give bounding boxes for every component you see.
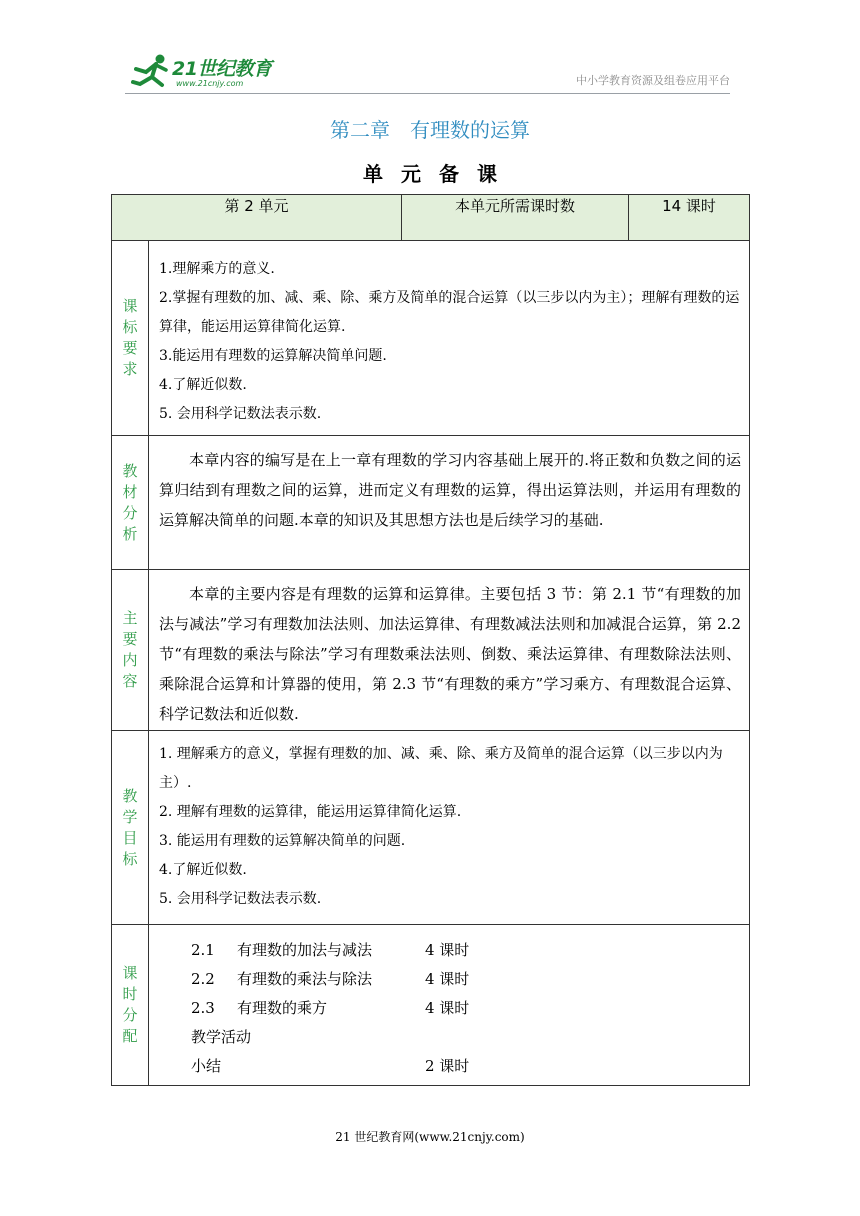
section-name: 有理数的乘法与除法 — [237, 970, 373, 988]
analysis-label: 教材分析 — [122, 461, 138, 543]
section-number: 2.3 — [191, 999, 215, 1017]
section-hours: 4 课时 — [425, 941, 470, 959]
analysis-content-cell — [149, 436, 750, 570]
table-header-row — [112, 195, 750, 241]
content-content-cell — [149, 570, 750, 731]
unit-number-cell: 第 2 单元 — [112, 195, 402, 241]
goal-item: 2. 理解有理数的运算律，能运用运算律简化运算. — [159, 804, 462, 820]
curriculum-item: 5. 会用科学记数法表示数. — [159, 406, 322, 422]
schedule-label: 课时分配 — [122, 964, 138, 1045]
goal-item: 5. 会用科学记数法表示数. — [159, 891, 322, 907]
page-footer: 21 世纪教育网(www.21cnjy.com) — [335, 1130, 525, 1144]
goals-content-cell — [149, 731, 750, 925]
curriculum-label-cell — [112, 241, 149, 436]
content-label: 主要内容 — [122, 609, 138, 690]
curriculum-item: 1.理解乘方的意义. — [159, 261, 275, 277]
goals-label-cell — [112, 731, 149, 925]
schedule-label-cell — [112, 925, 149, 1086]
content-text: 本章的主要内容是有理数的运算和运算律。主要包括 3 节：第 2.1 节“有理数的加法与减法”学习有理数加法法则、加法运算律、有理数减法法则和加减混合运算，第 2.2 节“有理数的乘法与除法”学习有理数乘法法则、倒数、乘法运算律、有理数除法法则、乘除混合运算和计算器的使用，第 2.3 节“有理数的乘方”学习乘方、有理数混合运算、科学记数法和近似数. — [159, 585, 741, 723]
goal-item: 1. 理解乘方的意义，掌握有理数的加、减、乘、除、乘方及简单的混合运算（以三步以内为主）. — [159, 746, 723, 791]
curriculum-item: 4.了解近似数. — [159, 377, 247, 393]
schedule-item — [191, 1023, 749, 1052]
analysis-text: 本章内容的编写是在上一章有理数的学习内容基础上展开的.将正数和负数之间的运算归结到有理数之间的运算，进而定义有理数的运算，得出运算法则，并运用有理数的运算解决简单的问题.本章的知识及其思想方法也是后续学习的基础. — [159, 451, 741, 529]
goal-item: 4.了解近似数. — [159, 862, 247, 878]
brand-logo[interactable] — [130, 52, 290, 94]
section-hours: 4 课时 — [425, 970, 470, 988]
unit-plan-table — [111, 194, 750, 1086]
hours-label-cell: 本单元所需课时数 — [402, 195, 629, 241]
schedule-item — [191, 1052, 749, 1081]
page-header — [125, 48, 730, 98]
runner-logo-icon — [130, 52, 174, 92]
schedule-item — [191, 936, 749, 965]
section-number: 2.1 — [191, 941, 215, 959]
platform-tagline: 中小学教育资源及组卷应用平台 — [576, 74, 730, 87]
section-name: 小结 — [191, 1057, 222, 1075]
goals-row — [112, 731, 750, 925]
analysis-label-cell — [112, 436, 149, 570]
content-row — [112, 570, 750, 731]
schedule-content-cell — [149, 925, 750, 1086]
section-name: 有理数的加法与减法 — [237, 941, 373, 959]
curriculum-item: 2.掌握有理数的加、减、乘、除、乘方及简单的混合运算（以三步以内为主）；理解有理数的运算律，能运用运算律简化运算. — [159, 290, 740, 335]
goal-item: 3. 能运用有理数的运算解决简单的问题. — [159, 833, 406, 849]
schedule-item — [191, 994, 749, 1023]
content-label-cell — [112, 570, 149, 731]
schedule-item — [191, 965, 749, 994]
analysis-row — [112, 436, 750, 570]
schedule-row — [112, 925, 750, 1086]
section-hours: 4 课时 — [425, 999, 470, 1017]
section-hours: 2 课时 — [425, 1057, 470, 1075]
logo-text: 21世纪教育 — [172, 58, 272, 80]
chapter-title: 第二章 有理数的运算 — [330, 118, 530, 142]
curriculum-content-cell — [149, 241, 750, 436]
hours-value-cell: 14 课时 — [629, 195, 750, 241]
section-name: 有理数的乘方 — [237, 999, 328, 1017]
curriculum-item: 3.能运用有理数的运算解决简单问题. — [159, 348, 387, 364]
unit-title: 单元备课 — [363, 162, 515, 186]
section-name: 教学活动 — [191, 1028, 252, 1046]
section-number: 2.2 — [191, 970, 215, 988]
logo-url: www.21cnjy.com — [176, 79, 244, 88]
header-divider — [125, 93, 730, 94]
curriculum-label: 课标要求 — [122, 297, 138, 378]
goals-label: 教学目标 — [122, 786, 138, 868]
curriculum-row — [112, 241, 750, 436]
